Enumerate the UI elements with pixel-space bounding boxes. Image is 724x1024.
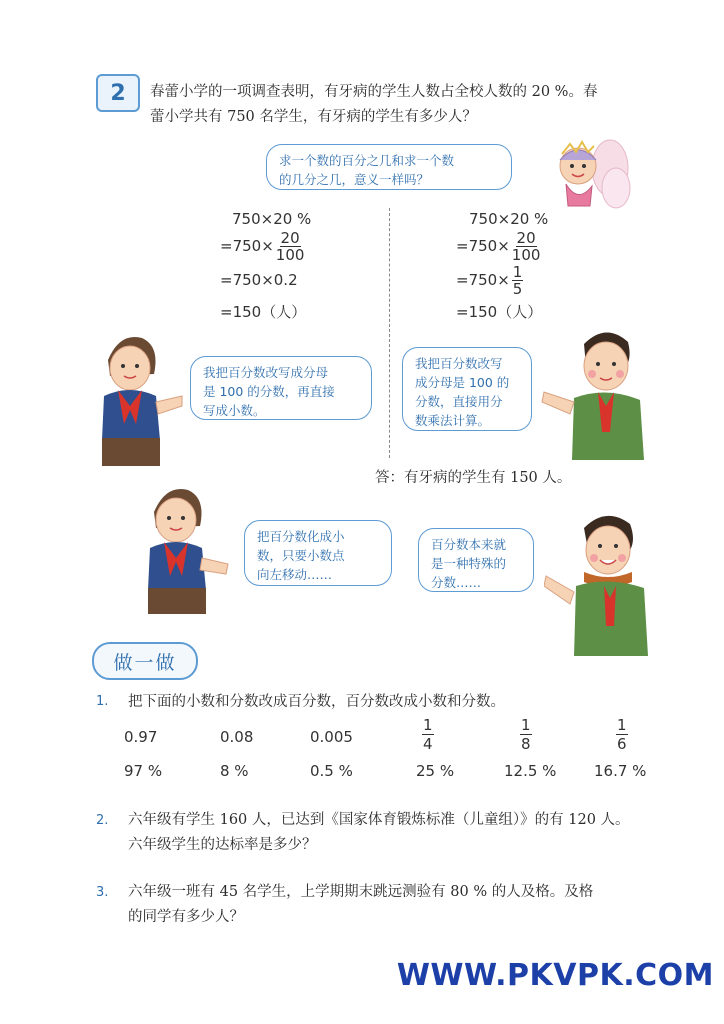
left-solution-line4: =150（人） — [220, 303, 307, 321]
boy-bubble-2-line1: 百分数本来就 — [431, 537, 507, 552]
conversion-percent-4: 25 % — [416, 762, 455, 780]
conversion-percent-1: 97 % — [124, 762, 163, 780]
exercise-2-line1: 六年级有学生 160 人，已达到《国家体育锻炼标准（儿童组）》的有 120 人。 — [128, 812, 630, 828]
right-fraction2-numerator: 1 — [512, 263, 523, 281]
watermark: WWW.PKVPK.COM — [396, 958, 714, 993]
left-fraction-denominator: 100 — [275, 246, 305, 264]
boy-bubble-1-line2: 成分母是 100 的 — [415, 375, 510, 390]
exercise-3-text — [128, 880, 688, 930]
conversion-percent-6: 16.7 % — [594, 762, 647, 780]
conversion-fraction-1-num: 1 — [423, 716, 433, 734]
section-title: 做一做 — [92, 642, 198, 680]
left-solution-line1: 750×20 % — [232, 210, 312, 228]
right-fraction1-denominator: 100 — [511, 246, 541, 264]
exercise-2-text — [128, 808, 688, 858]
left-fraction-numerator: 20 — [280, 229, 300, 247]
conversion-fraction-3-num: 1 — [617, 716, 627, 734]
conversion-percent-5: 12.5 % — [504, 762, 557, 780]
conversion-fraction-2-den: 8 — [521, 735, 531, 753]
exercise-2-line2: 六年级学生的达标率是多少？ — [128, 837, 317, 853]
exercise-3-line1: 六年级一班有 45 名学生，上学期期末跳远测验有 80 % 的人及格。及格 — [128, 884, 594, 900]
problem-text-line2: 蕾小学共有 750 名学生，有牙病的学生有多少人？ — [150, 109, 477, 125]
exercise-1-number: 1. — [96, 694, 109, 709]
conversion-fraction-1-den: 4 — [423, 735, 433, 753]
conversion-fraction-3 — [614, 716, 628, 753]
boy-bubble-1-line1: 我把百分数改写 — [415, 356, 503, 371]
boy-bubble-1-line3: 分数，直接用分 — [415, 394, 503, 409]
girl-bubble-2-line3: 向左移动…… — [257, 567, 333, 582]
girl-bubble-1-line3: 写成小数。 — [203, 403, 266, 418]
conversion-fraction-3-den: 6 — [617, 735, 627, 753]
boy-bubble-2-line3: 分数…… — [431, 575, 482, 590]
right-solution-line4: =150（人） — [456, 303, 543, 321]
left-solution-line3: =750×0.2 — [220, 271, 298, 289]
girl-bubble-1-line2: 是 100 的分数，再直接 — [203, 384, 335, 399]
exercise-2-number: 2. — [96, 813, 109, 828]
girl-bubble-1-line1: 我把百分数改写成分母 — [203, 365, 329, 380]
exercise-3-line2: 的同学有多少人？ — [128, 909, 244, 925]
conversion-decimal-2: 0.08 — [220, 728, 254, 746]
boy-bubble-2-line2: 是一种特殊的 — [431, 556, 507, 571]
girl-bubble-2-line2: 数，只要小数点 — [257, 548, 345, 563]
boy-bubble-1-line4: 数乘法计算。 — [415, 413, 491, 428]
conversion-fraction-2-num: 1 — [521, 716, 531, 734]
conversion-fraction-1 — [420, 716, 434, 753]
right-solution-line3-prefix: =750× — [456, 271, 510, 289]
left-solution-line2-prefix: =750× — [220, 237, 274, 255]
girl-bubble-2-line1: 把百分数化成小 — [257, 529, 345, 544]
conversion-decimal-1: 0.97 — [124, 728, 158, 746]
right-solution-line1: 750×20 % — [469, 210, 549, 228]
right-solution-line2-prefix: =750× — [456, 237, 510, 255]
conversion-percent-2: 8 % — [220, 762, 249, 780]
problem-number-badge: 2 — [96, 74, 140, 112]
conversion-decimal-3: 0.005 — [310, 728, 353, 746]
question-bubble-line1: 求一个数的百分之几和求一个数 — [279, 153, 455, 168]
conversion-percent-3: 0.5 % — [310, 762, 353, 780]
right-fraction2-denominator: 5 — [512, 280, 523, 298]
conversion-fraction-2 — [518, 716, 532, 753]
problem-text-line1: 春蕾小学的一项调查表明，有牙病的学生人数占全校人数的 20 %。春 — [150, 84, 598, 100]
question-bubble-line2: 的几分之几，意义一样吗？ — [279, 172, 430, 187]
answer-text: 答：有牙病的学生有 150 人。 — [375, 470, 572, 486]
exercise-3-number: 3. — [96, 885, 109, 900]
right-fraction1-numerator: 20 — [516, 229, 536, 247]
exercise-1-text: 把下面的小数和分数改成百分数，百分数改成小数和分数。 — [128, 694, 505, 710]
